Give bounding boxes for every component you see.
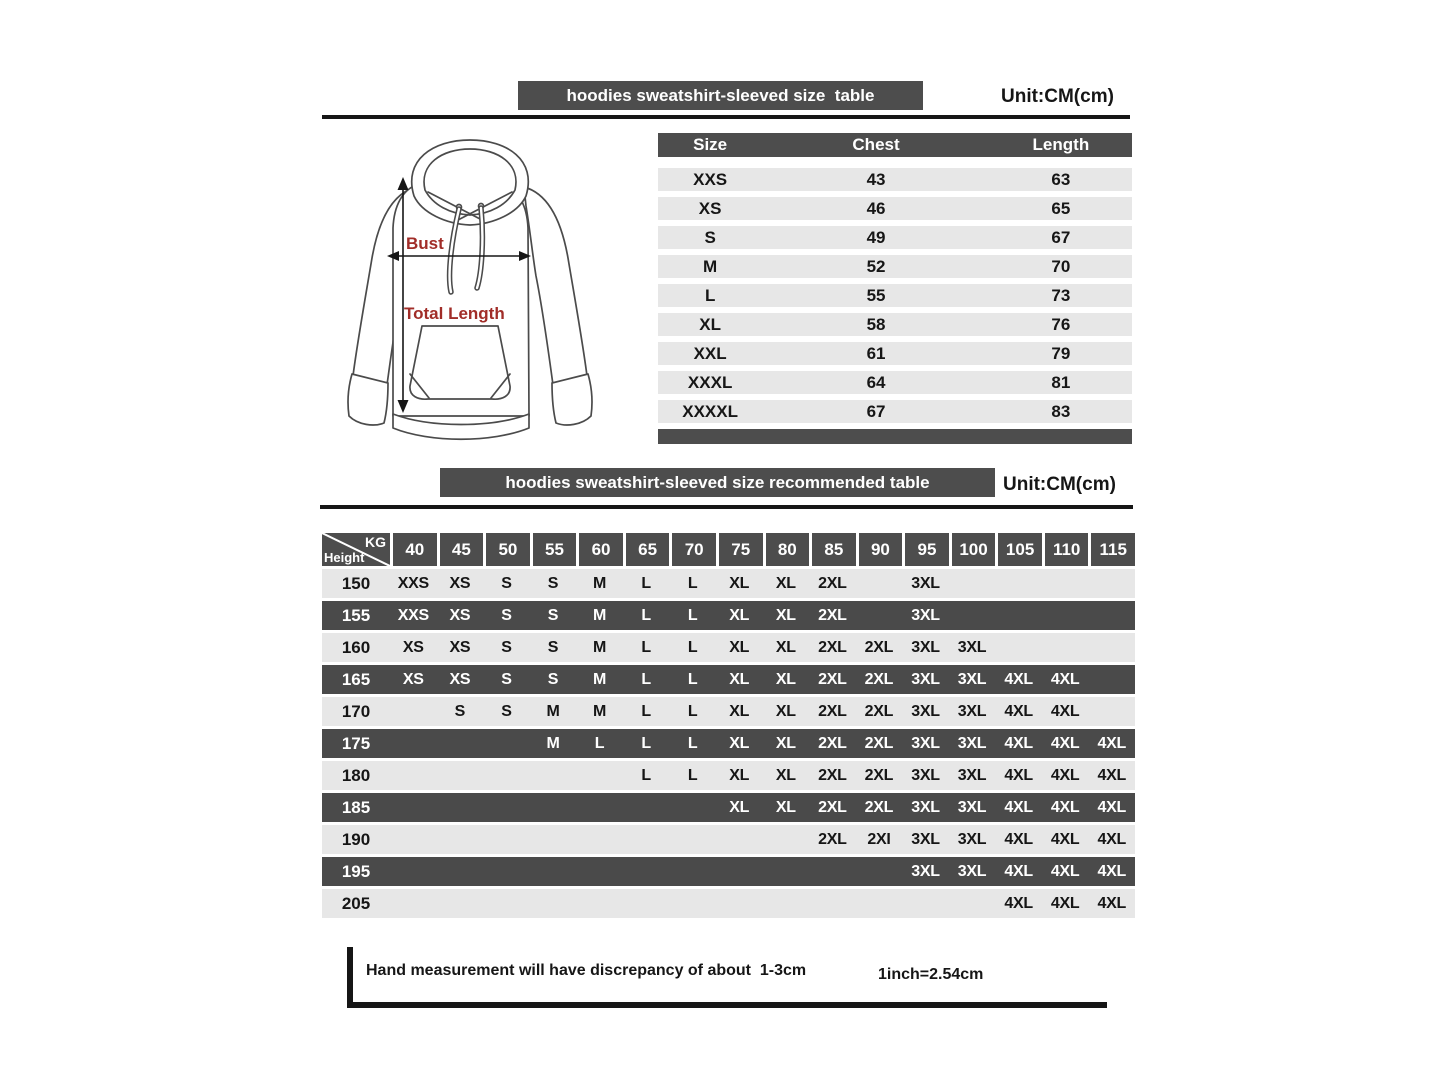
matrix-cell: 3XL bbox=[957, 831, 987, 848]
matrix-cell bbox=[949, 889, 996, 918]
matrix-cell: M bbox=[593, 607, 607, 624]
matrix-cell bbox=[716, 825, 763, 854]
matrix-cell bbox=[995, 633, 1042, 662]
matrix-cell: 4XL bbox=[1050, 799, 1080, 816]
matrix-cell: 3XL bbox=[911, 799, 940, 816]
matrix-cell bbox=[390, 697, 437, 726]
matrix-cell bbox=[483, 729, 530, 758]
size-table-rows bbox=[658, 168, 1132, 423]
matrix-cell: 4XL bbox=[1004, 767, 1033, 784]
size-table-cell: XXL bbox=[693, 344, 727, 363]
matrix-cell bbox=[390, 729, 437, 758]
corner-height-label: Height bbox=[324, 550, 365, 565]
matrix-cell bbox=[623, 889, 670, 918]
matrix-cell: 3XL bbox=[957, 735, 987, 752]
size-table-row bbox=[658, 342, 1132, 365]
matrix-row bbox=[322, 825, 1135, 854]
matrix-row bbox=[322, 601, 1135, 630]
size-table-cell: XXS bbox=[693, 170, 728, 189]
matrix-row bbox=[322, 569, 1135, 598]
matrix-cell: 2XL bbox=[818, 639, 847, 656]
total-length-label: Total Length bbox=[404, 304, 505, 323]
matrix-cell bbox=[669, 825, 716, 854]
matrix-cell bbox=[995, 569, 1042, 598]
size-table-cell: L bbox=[704, 286, 716, 305]
matrix-rows bbox=[322, 569, 1135, 918]
matrix-cell: XXS bbox=[397, 607, 429, 624]
matrix-cell bbox=[576, 857, 623, 886]
size-table-row bbox=[658, 313, 1132, 336]
matrix-cell bbox=[483, 793, 530, 822]
matrix-cell: 2XL bbox=[864, 735, 894, 752]
matrix-cell bbox=[1042, 569, 1089, 598]
matrix-cell: 3XL bbox=[957, 703, 987, 720]
size-table-cell: 64 bbox=[866, 373, 886, 392]
matrix-cell bbox=[763, 857, 810, 886]
matrix-cell: XS bbox=[449, 671, 471, 688]
weight-header-cell: 115 bbox=[1091, 533, 1135, 566]
matrix-cell: 3XL bbox=[957, 863, 987, 880]
weight-header-cell: 65 bbox=[626, 533, 670, 566]
matrix-cell: 4XL bbox=[1004, 863, 1033, 880]
matrix-cell bbox=[716, 857, 763, 886]
hood-outline bbox=[412, 140, 529, 225]
size-table-cell: 55 bbox=[866, 286, 886, 305]
matrix-cell: 2XL bbox=[818, 799, 847, 816]
size-table-row bbox=[658, 226, 1132, 249]
matrix-cell bbox=[1088, 569, 1135, 598]
matrix-cell bbox=[390, 857, 437, 886]
matrix-cell: 2XL bbox=[818, 735, 847, 752]
matrix-cell: 4XL bbox=[1097, 799, 1126, 816]
matrix-cell bbox=[576, 761, 623, 790]
matrix-cell: 3XL bbox=[957, 639, 987, 656]
matrix-cell: 4XL bbox=[1004, 671, 1033, 688]
weight-header-cell: 55 bbox=[533, 533, 577, 566]
matrix-cell: M bbox=[593, 703, 607, 720]
matrix-cell: L bbox=[687, 735, 698, 752]
footer-bottom-rule bbox=[347, 1002, 1107, 1008]
matrix-cell: S bbox=[501, 575, 512, 592]
matrix-cell: 4XL bbox=[1050, 767, 1080, 784]
matrix-cell: 4XL bbox=[1004, 799, 1033, 816]
weight-header-cell: 70 bbox=[672, 533, 716, 566]
unit-label-bottom: Unit:CM(cm) bbox=[1003, 474, 1116, 495]
matrix-cell bbox=[763, 889, 810, 918]
matrix-cell: XL bbox=[775, 703, 796, 720]
matrix-cell: M bbox=[593, 575, 607, 592]
matrix-cell bbox=[483, 889, 530, 918]
matrix-cell: L bbox=[687, 671, 698, 688]
right-cuff bbox=[552, 374, 592, 425]
recommended-table-title: hoodies sweatshirt-sleeved size recommended table bbox=[505, 472, 930, 492]
matrix-cell bbox=[856, 857, 903, 886]
matrix-cell bbox=[576, 889, 623, 918]
divider-rule-bottom bbox=[320, 505, 1133, 509]
matrix-cell bbox=[576, 825, 623, 854]
matrix-cell: 3XL bbox=[911, 639, 940, 656]
matrix-cell bbox=[1088, 697, 1135, 726]
matrix-cell bbox=[716, 889, 763, 918]
matrix-cell bbox=[530, 761, 577, 790]
size-table-cell: 43 bbox=[866, 170, 886, 189]
matrix-cell: XL bbox=[775, 799, 796, 816]
arrowhead-up bbox=[398, 177, 409, 190]
recommended-matrix-table bbox=[322, 533, 1135, 921]
size-table-cell: XL bbox=[699, 315, 721, 334]
height-label: 165 bbox=[341, 670, 371, 689]
matrix-cell: L bbox=[687, 607, 698, 624]
size-table-cell: 63 bbox=[1051, 170, 1071, 189]
matrix-cell: L bbox=[641, 639, 651, 656]
left-cuff bbox=[348, 374, 388, 425]
matrix-cell bbox=[483, 825, 530, 854]
matrix-cell: 4XL bbox=[1097, 767, 1126, 784]
matrix-cell: 3XL bbox=[911, 735, 940, 752]
matrix-cell: M bbox=[593, 639, 607, 656]
matrix-cell: 4XL bbox=[1050, 831, 1080, 848]
matrix-header-row bbox=[322, 533, 1135, 566]
matrix-cell bbox=[437, 761, 484, 790]
size-column-header: Size bbox=[693, 135, 728, 154]
matrix-row bbox=[322, 665, 1135, 694]
weight-header-cell: 90 bbox=[859, 533, 903, 566]
height-label: 195 bbox=[341, 862, 371, 881]
matrix-cell bbox=[1042, 633, 1089, 662]
matrix-cell: 2XL bbox=[818, 831, 847, 848]
weight-header-cell: 95 bbox=[905, 533, 949, 566]
size-table-row bbox=[658, 371, 1132, 394]
matrix-cell bbox=[390, 889, 437, 918]
matrix-cell: S bbox=[501, 671, 512, 688]
matrix-cell bbox=[437, 825, 484, 854]
matrix-cell bbox=[949, 601, 996, 630]
matrix-cell: XL bbox=[729, 703, 750, 720]
matrix-cell bbox=[483, 857, 530, 886]
size-table-cell: 61 bbox=[866, 344, 886, 363]
matrix-cell bbox=[763, 825, 810, 854]
matrix-cell: 4XL bbox=[1050, 703, 1080, 720]
size-table-cell: 67 bbox=[1051, 228, 1071, 247]
matrix-cell: XXS bbox=[397, 575, 429, 592]
matrix-cell bbox=[1088, 665, 1135, 694]
weight-header-cell: 45 bbox=[440, 533, 484, 566]
size-table-cell: 46 bbox=[866, 199, 886, 218]
matrix-cell bbox=[1042, 601, 1089, 630]
size-table-cell: 79 bbox=[1051, 344, 1071, 363]
matrix-cell bbox=[856, 601, 903, 630]
size-table-cell: 83 bbox=[1051, 402, 1071, 421]
matrix-cell bbox=[437, 889, 484, 918]
matrix-cell: XL bbox=[775, 671, 796, 688]
matrix-cell: 4XL bbox=[1097, 831, 1126, 848]
matrix-cell: M bbox=[546, 703, 560, 720]
size-table bbox=[658, 133, 1132, 444]
matrix-cell: XS bbox=[449, 639, 471, 656]
matrix-cell: S bbox=[547, 671, 559, 688]
right-sleeve bbox=[524, 187, 587, 385]
matrix-cell: S bbox=[547, 607, 559, 624]
matrix-cell: M bbox=[546, 735, 560, 752]
size-table-cell: XS bbox=[698, 199, 722, 218]
matrix-cell bbox=[437, 793, 484, 822]
matrix-cell bbox=[669, 857, 716, 886]
corner-kg-label: KG bbox=[365, 534, 386, 550]
matrix-cell: 3XL bbox=[911, 703, 940, 720]
matrix-cell: L bbox=[641, 575, 651, 592]
matrix-row bbox=[322, 697, 1135, 726]
hem-band bbox=[393, 414, 529, 439]
weight-header-cell: 75 bbox=[719, 533, 763, 566]
matrix-cell: 3XL bbox=[911, 607, 940, 624]
size-table-cell: 67 bbox=[866, 402, 886, 421]
matrix-cell: 3XL bbox=[957, 799, 987, 816]
matrix-cell: 3XL bbox=[911, 575, 940, 592]
size-table-cell: 73 bbox=[1051, 286, 1071, 305]
matrix-cell bbox=[995, 601, 1042, 630]
matrix-row bbox=[322, 857, 1135, 886]
size-table-header bbox=[658, 133, 1132, 157]
matrix-cell: XL bbox=[775, 767, 796, 784]
matrix-row bbox=[322, 889, 1135, 918]
matrix-cell: M bbox=[593, 671, 607, 688]
size-table-title: hoodies sweatshirt-sleeved size table bbox=[566, 85, 875, 105]
matrix-cell bbox=[902, 889, 949, 918]
weight-header-cell: 50 bbox=[486, 533, 530, 566]
matrix-cell: L bbox=[687, 639, 698, 656]
matrix-cell bbox=[669, 889, 716, 918]
matrix-cell bbox=[1088, 633, 1135, 662]
matrix-row bbox=[322, 761, 1135, 790]
matrix-cell: XS bbox=[402, 639, 424, 656]
matrix-cell: XL bbox=[775, 575, 796, 592]
matrix-cell: XL bbox=[729, 767, 750, 784]
matrix-cell bbox=[623, 857, 670, 886]
matrix-cell: XL bbox=[775, 735, 796, 752]
matrix-cell: S bbox=[547, 575, 559, 592]
matrix-cell: 2XL bbox=[818, 607, 847, 624]
size-table-cell: XXXXL bbox=[682, 402, 738, 421]
height-label: 150 bbox=[341, 574, 371, 593]
matrix-cell: 4XL bbox=[1004, 895, 1033, 912]
weight-header-cell: 85 bbox=[812, 533, 856, 566]
matrix-cell: L bbox=[641, 767, 651, 784]
matrix-cell bbox=[437, 729, 484, 758]
matrix-cell bbox=[530, 825, 577, 854]
matrix-cell: 2XL bbox=[818, 703, 847, 720]
weight-header-cell: 100 bbox=[952, 533, 996, 566]
height-label: 205 bbox=[341, 894, 371, 913]
hoodie-diagram bbox=[330, 130, 610, 460]
matrix-cell: 4XL bbox=[1050, 863, 1080, 880]
matrix-cell bbox=[437, 857, 484, 886]
matrix-cell: L bbox=[641, 607, 651, 624]
matrix-cell bbox=[809, 857, 856, 886]
matrix-cell: XL bbox=[729, 671, 750, 688]
matrix-cell: 2XL bbox=[864, 671, 894, 688]
matrix-cell: XL bbox=[775, 607, 796, 624]
size-table-title-bar bbox=[518, 81, 923, 110]
weight-header-cell: 110 bbox=[1045, 533, 1089, 566]
matrix-cell: 2XL bbox=[818, 671, 847, 688]
size-table-cell: M bbox=[703, 257, 718, 276]
matrix-row bbox=[322, 633, 1135, 662]
weight-header-cell: 60 bbox=[579, 533, 623, 566]
height-label: 160 bbox=[341, 638, 371, 657]
matrix-cell: S bbox=[501, 607, 512, 624]
recommended-table-title-bar bbox=[440, 468, 995, 497]
matrix-cell: 4XL bbox=[1097, 735, 1126, 752]
matrix-cell: L bbox=[594, 735, 605, 752]
matrix-cell: XL bbox=[729, 607, 750, 624]
matrix-cell bbox=[809, 889, 856, 918]
size-table-row bbox=[658, 168, 1132, 191]
bust-label: Bust bbox=[406, 234, 444, 253]
matrix-cell: XL bbox=[729, 575, 750, 592]
matrix-cell: 4XL bbox=[1097, 863, 1126, 880]
size-table-cell: 70 bbox=[1051, 257, 1071, 276]
matrix-cell bbox=[483, 761, 530, 790]
footer-left-bar bbox=[347, 947, 353, 1008]
matrix-cell bbox=[623, 825, 670, 854]
matrix-cell: XS bbox=[449, 607, 471, 624]
size-table-end-bar bbox=[658, 429, 1132, 444]
matrix-cell: 4XL bbox=[1050, 671, 1080, 688]
matrix-cell bbox=[576, 793, 623, 822]
height-label: 175 bbox=[341, 734, 371, 753]
length-column-header: Length bbox=[1032, 135, 1090, 154]
size-table-cell: 58 bbox=[866, 315, 886, 334]
weight-header-cell: 40 bbox=[393, 533, 437, 566]
matrix-cell: 3XL bbox=[911, 767, 940, 784]
matrix-cell: L bbox=[641, 703, 651, 720]
height-label: 180 bbox=[341, 766, 371, 785]
matrix-cell: 4XL bbox=[1004, 703, 1033, 720]
weight-header-cell: 80 bbox=[766, 533, 810, 566]
size-table-row bbox=[658, 284, 1132, 307]
matrix-cell bbox=[530, 793, 577, 822]
size-table-cell: 81 bbox=[1051, 373, 1071, 392]
size-table-cell: 76 bbox=[1051, 315, 1071, 334]
matrix-cell: 4XL bbox=[1004, 831, 1033, 848]
matrix-cell: 4XL bbox=[1097, 895, 1126, 912]
matrix-cell: 2XL bbox=[818, 575, 847, 592]
matrix-cell: 3XL bbox=[911, 863, 940, 880]
height-label: 185 bbox=[341, 798, 371, 817]
matrix-cell: 2XL bbox=[864, 639, 894, 656]
weight-header-cell: 105 bbox=[998, 533, 1042, 566]
matrix-cell: S bbox=[501, 639, 512, 656]
matrix-cell: 4XL bbox=[1050, 895, 1080, 912]
matrix-cell bbox=[856, 889, 903, 918]
matrix-cell bbox=[949, 569, 996, 598]
chest-column-header: Chest bbox=[852, 135, 900, 154]
matrix-cell: S bbox=[454, 703, 466, 720]
matrix-cell: 2XL bbox=[864, 703, 894, 720]
matrix-cell: L bbox=[641, 671, 651, 688]
matrix-cell: S bbox=[547, 639, 559, 656]
matrix-cell: XL bbox=[775, 639, 796, 656]
kangaroo-pocket bbox=[410, 326, 510, 399]
size-table-row bbox=[658, 255, 1132, 278]
measurement-note: Hand measurement will have discrepancy of about 1-3cm bbox=[366, 962, 807, 979]
matrix-cell: 3XL bbox=[911, 671, 940, 688]
divider-rule-top bbox=[322, 115, 1130, 119]
matrix-cell: XS bbox=[449, 575, 471, 592]
matrix-cell: 2XI bbox=[867, 831, 891, 848]
matrix-cell: 2XL bbox=[818, 767, 847, 784]
matrix-cell: L bbox=[687, 575, 698, 592]
matrix-cell bbox=[856, 569, 903, 598]
matrix-cell bbox=[669, 793, 716, 822]
matrix-cell: L bbox=[687, 703, 698, 720]
matrix-cell bbox=[623, 793, 670, 822]
size-table-cell: 49 bbox=[866, 228, 886, 247]
size-table-cell: 52 bbox=[866, 257, 886, 276]
matrix-cell: XL bbox=[729, 799, 750, 816]
size-table-row bbox=[658, 197, 1132, 220]
height-label: 170 bbox=[341, 702, 371, 721]
matrix-cell: XL bbox=[729, 735, 750, 752]
matrix-cell: XS bbox=[402, 671, 424, 688]
unit-label-top: Unit:CM(cm) bbox=[1001, 86, 1114, 107]
size-table-cell: S bbox=[704, 228, 716, 247]
matrix-cell: S bbox=[501, 703, 512, 720]
matrix-cell: XL bbox=[729, 639, 750, 656]
matrix-cell bbox=[1088, 601, 1135, 630]
size-table-cell: XXXL bbox=[687, 373, 733, 392]
inch-conversion-note: 1inch=2.54cm bbox=[878, 966, 984, 983]
matrix-row bbox=[322, 729, 1135, 758]
matrix-cell: 4XL bbox=[1004, 735, 1033, 752]
matrix-cell bbox=[390, 761, 437, 790]
kg-height-corner-cell bbox=[322, 533, 390, 566]
size-table-cell: 65 bbox=[1051, 199, 1071, 218]
height-label: 155 bbox=[341, 606, 371, 625]
matrix-cell: 4XL bbox=[1050, 735, 1080, 752]
size-table-row bbox=[658, 400, 1132, 423]
matrix-cell bbox=[390, 793, 437, 822]
matrix-cell: L bbox=[641, 735, 651, 752]
matrix-cell bbox=[530, 857, 577, 886]
matrix-cell bbox=[530, 889, 577, 918]
matrix-cell bbox=[390, 825, 437, 854]
matrix-cell: 2XL bbox=[864, 767, 894, 784]
matrix-row bbox=[322, 793, 1135, 822]
matrix-cell: L bbox=[687, 767, 698, 784]
matrix-cell: 3XL bbox=[911, 831, 940, 848]
matrix-cell: 2XL bbox=[864, 799, 894, 816]
matrix-cell: 3XL bbox=[957, 671, 987, 688]
height-label: 190 bbox=[341, 830, 371, 849]
matrix-cell: 3XL bbox=[957, 767, 987, 784]
